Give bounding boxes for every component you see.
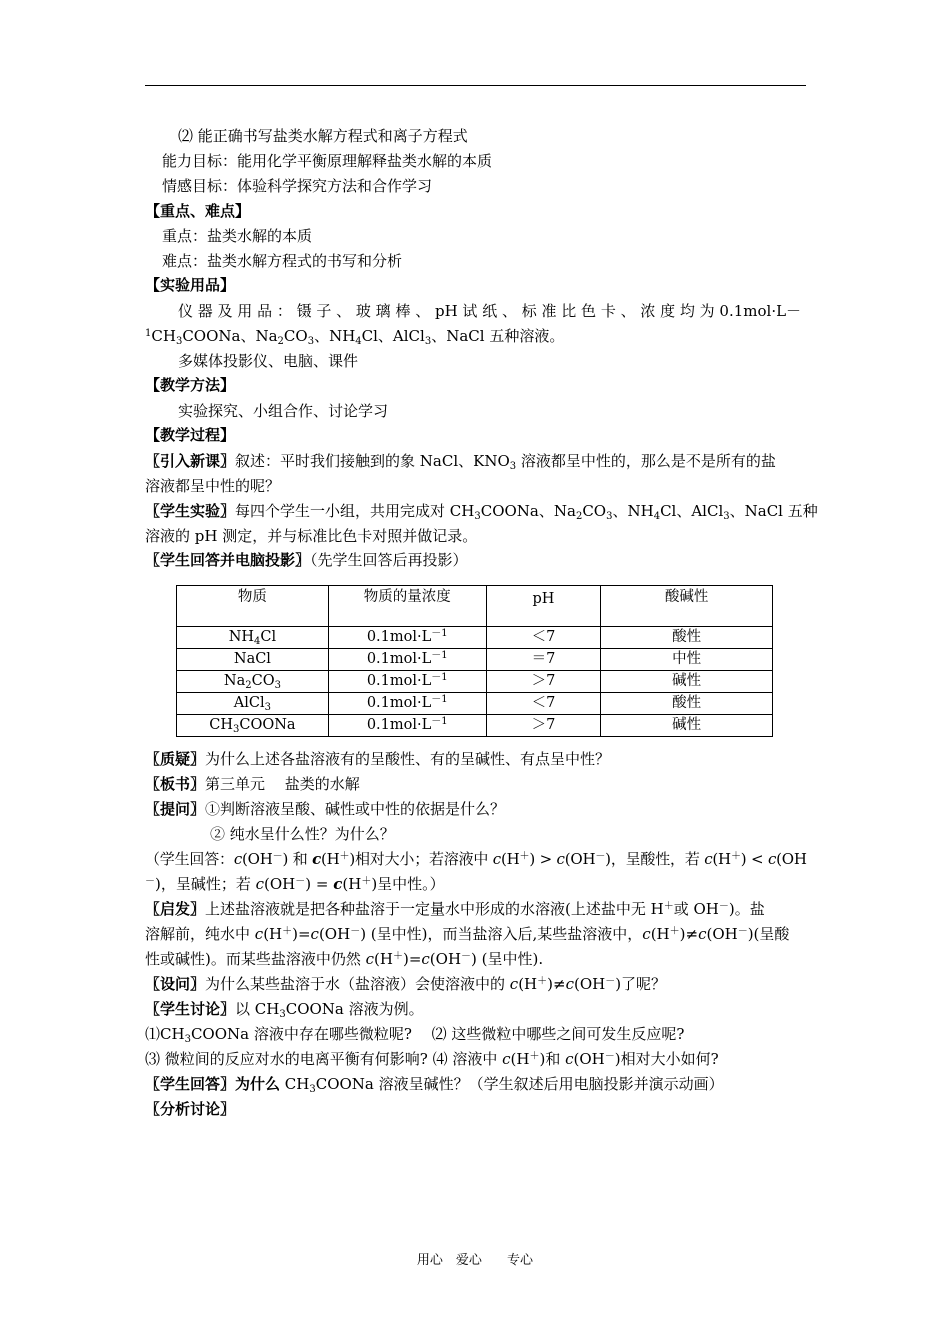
analysis-line (145, 1098, 810, 1120)
board-line (145, 773, 810, 795)
table-header-row (177, 586, 773, 627)
cell-ph: ＞7 (486, 715, 601, 737)
student-answer-bold: 为什么 (235, 1075, 281, 1093)
discussion-line (145, 998, 810, 1020)
ability-objective: 能力目标：能用化学平衡原理解释盐类水解的本质 (162, 152, 493, 170)
cell-substance: $Na_2CO_3$ (177, 671, 329, 693)
header-ph: pH (486, 586, 601, 627)
discussion-questions-1-2: $⑴CH_3COONa$ 溶液中存在哪些微粒呢? ⑵ 这些微粒中哪些之间可发生反应呢? (145, 1025, 685, 1045)
cell-substance: NaCl (177, 649, 329, 671)
cell-substance: $NH_4Cl$ (177, 627, 329, 649)
cell-concentration: $0.1mol\cdot L^{-1}$ (328, 693, 486, 715)
key-point: 重点：盐类水解的本质 (162, 227, 313, 245)
header-rule (145, 85, 806, 86)
inspire-text-1: 上述盐溶液就是把各种盐溶于一定量水中形成的水溶液(上述盐中无 H＋或 OH－)。盐 (205, 900, 765, 918)
intro-tag: 〖引入新课〗 (145, 452, 236, 470)
materials-line-2: $^1CH_3COONa$、$Na_2CO_3$、$NH_4Cl$、AlCl$_3$、NaCl 五种溶液。 (145, 327, 565, 347)
analysis-tag: 〖分析讨论〗 (145, 1100, 236, 1118)
inspire-line-1 (145, 898, 810, 920)
intro-text: 叙述：平时我们接触到的象 NaCl、$KNO_3$ 溶液都呈中性的，那么是不是所有的盐 (235, 452, 776, 472)
cell-ph: ＞7 (486, 671, 601, 693)
cell-concentration: $0.1mol\cdot L^{-1}$ (328, 671, 486, 693)
student-answer-tag: 〖学生回答〗 (145, 1075, 236, 1093)
discussion-text: 以 $CH_3COONa$ 溶液为例。 (235, 1000, 424, 1020)
answer-line (145, 549, 810, 571)
discussion-questions-3-4: ⑶ 微粒间的反应对水的电离平衡有何影响? ⑷ 溶液中 c(H＋)和 c(OH－)相对大小如何? (145, 1050, 719, 1068)
table-row (177, 671, 773, 693)
intro-line-2: 溶液都呈中性的呢？ (145, 477, 281, 495)
cell-concentration: $0.1mol\cdot L^{-1}$ (328, 715, 486, 737)
experiment-line-2: 溶液的 pH 测定，并与标准比色卡对照并做记录。 (145, 527, 478, 545)
cell-concentration: $0.1mol\cdot L^{-1}$ (328, 649, 486, 671)
ask-1: ①判断溶液呈酸、碱性或中性的依据是什么？ (205, 800, 506, 818)
materials-line-3: 多媒体投影仪、电脑、课件 (178, 352, 359, 370)
cell-nature: 酸性 (601, 627, 773, 649)
answer-tag: 〖学生回答并电脑投影〗 (145, 551, 311, 569)
emotion-objective: 情感目标：体验科学探究方法和合作学习 (162, 177, 433, 195)
materials-line-1: 仪 器 及 用 品 ： 镊 子 、 玻 璃 棒 、 pH 试 纸 、 标 准 比 色 卡 、 浓 度 均 为 0.1mol·L－ (178, 302, 802, 320)
materials-heading: 【实验用品】 (145, 276, 236, 294)
cell-nature: 中性 (601, 649, 773, 671)
question-text: 为什么上述各盐溶液有的呈酸性、有的呈碱性、有点呈中性？ (205, 750, 611, 768)
answer-note: （先学生回答后再投影） (310, 551, 468, 569)
table-row (177, 693, 773, 715)
ask-line-1 (145, 798, 810, 820)
set-question-line (145, 973, 810, 995)
page-footer: 用心 爱心 专心 (416, 1253, 534, 1268)
header-nature: 酸碱性 (601, 586, 773, 627)
discussion-tag: 〖学生讨论〗 (145, 1000, 236, 1018)
question-tag: 〖质疑〗 (145, 750, 206, 768)
cell-nature: 酸性 (601, 693, 773, 715)
cell-nature: 碱性 (601, 715, 773, 737)
board-text: 第三单元 盐类的水解 (205, 775, 360, 793)
experiment-tag: 〖学生实验〗 (145, 502, 236, 520)
student-answer-text: $CH_3COONa$ 溶液呈碱性？（学生叙述后用电脑投影并演示动画） (280, 1075, 724, 1095)
cell-ph: ＝7 (486, 649, 601, 671)
ask-line-2: ② 纯水呈什么性？为什么？ (210, 825, 395, 843)
cell-nature: 碱性 (601, 671, 773, 693)
cell-substance: AlCl$_3$ (177, 693, 329, 715)
reply-line-2: －)，呈碱性；若 c(OH－) = c(H＋)呈中性。） (145, 875, 445, 893)
method-text: 实验探究、小组合作、讨论学习 (178, 402, 389, 420)
method-heading: 【教学方法】 (145, 376, 236, 394)
cell-ph: ＜7 (486, 627, 601, 649)
question-line (145, 748, 810, 770)
cell-concentration: $0.1mol\cdot L^{-1}$ (328, 627, 486, 649)
inspire-line-2: 溶解前，纯水中 c(H＋)=c(OH－) (呈中性)，而当盐溶入后,某些盐溶液中，c(H＋)≠c(OH－)(呈酸 (145, 925, 790, 943)
board-tag: 〖板书〗 (145, 775, 206, 793)
table-row (177, 715, 773, 737)
experiment-text: 每四个学生一小组，共用完成对 $CH_3COONa$、$Na_2CO_3$、$NH_4Cl$、AlCl$_3$、NaCl 五种 (235, 502, 818, 522)
set-tag: 〖设问〗 (145, 975, 206, 993)
inspire-tag: 〖启发〗 (145, 900, 206, 918)
results-table (176, 585, 773, 737)
table-row (177, 627, 773, 649)
objective-item-2: ⑵ 能正确书写盐类水解方程式和离子方程式 (178, 127, 468, 145)
cell-substance: $CH_3COONa$ (177, 715, 329, 737)
header-substance: 物质 (177, 586, 329, 627)
process-heading: 【教学过程】 (145, 426, 236, 444)
intro-line-1 (145, 450, 810, 472)
inspire-line-3: 性或碱性)。而某些盐溶液中仍然 c(H＋)=c(OH－) (呈中性). (145, 950, 544, 968)
header-concentration: 物质的量浓度 (328, 586, 486, 627)
set-text: 为什么某些盐溶于水（盐溶液）会使溶液中的 c(H＋)≠c(OH－)了呢？ (205, 975, 667, 993)
cell-ph: ＜7 (486, 693, 601, 715)
focus-heading: 【重点、难点】 (145, 202, 251, 220)
table-row (177, 649, 773, 671)
difficult-point: 难点：盐类水解方程式的书写和分析 (162, 252, 403, 270)
ask-tag: 〖提问〗 (145, 800, 206, 818)
student-answer-line (145, 1073, 810, 1095)
reply-line-1: （学生回答：c(OH－) 和 c(H＋)相对大小；若溶液中 c(H＋) > c(OH－)，呈酸性，若 c(H＋) < c(OH (145, 850, 807, 868)
experiment-line-1 (145, 500, 818, 522)
